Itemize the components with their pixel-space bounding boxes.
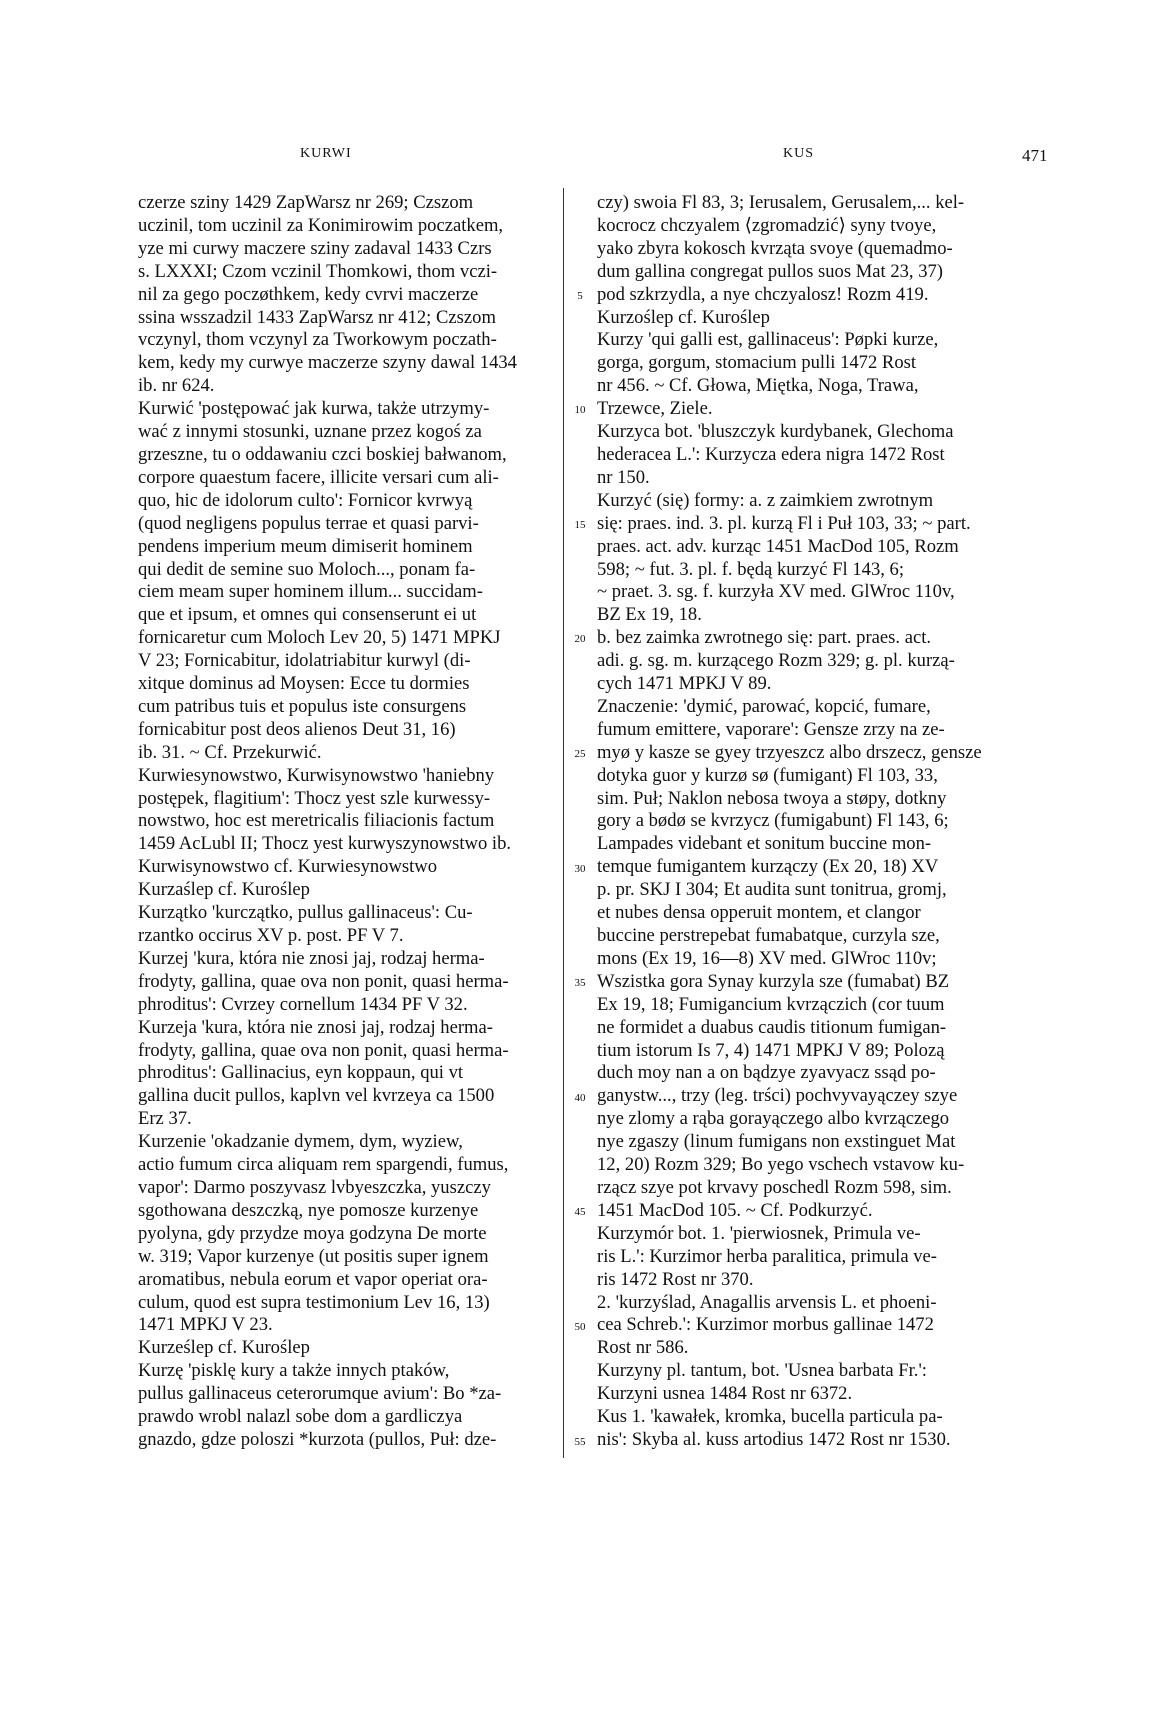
text-line: 1459 AcLubl II; Thocz yest kurwyszynowstwo ib. xyxy=(138,833,512,855)
text-line: dum gallina congregat pullos suos Mat 23, 37) xyxy=(597,260,943,282)
text-line: 598; ~ fut. 3. pl. f. będą kurzyć Fl 143, 6; xyxy=(597,558,904,580)
text-line: wać z innymi stosunki, uznane przez kogoś za xyxy=(138,421,482,443)
text-line: mons (Ex 19, 16—8) XV med. GlWroc 110v; xyxy=(597,947,937,969)
text-line: rzantko occirus XV p. post. PF V 7. xyxy=(138,925,404,946)
text-line: praes. act. adv. kurząc 1451 MacDod 105, Rozm xyxy=(597,535,959,557)
text-line: nowstwo, hoc est meretricalis filiacionis factum xyxy=(138,810,495,832)
left-column xyxy=(138,192,552,1452)
text-line: Kurwisynowstwo cf. Kurwiesynowstwo xyxy=(138,856,438,878)
text-line: corpore quaestum facere, illicite versari cum ali- xyxy=(138,466,499,488)
text-line: czy) swoia Fl 83, 3; Ierusalem, Gerusalem,... kel- xyxy=(597,192,965,213)
text-line: 1451 MacDod 105. ~ Cf. Podkurzyć. xyxy=(597,1199,873,1221)
line-number: 50 xyxy=(574,1321,586,1334)
text-line: Kurześlep cf. Kuroślep xyxy=(138,1337,310,1359)
text-line: hederacea L.': Kurzycza edera nigra 1472 Rost xyxy=(597,443,945,465)
text-line: gallina ducit pullos, kaplvn vel kvrzeya ca 1500 xyxy=(138,1085,495,1107)
text-line: qui dedit de semine suo Moloch..., ponam fa- xyxy=(138,558,476,580)
text-line: vczynyl, thom vczynyl za Tworkowym poczath- xyxy=(138,329,497,351)
running-head-right: KUS xyxy=(783,146,815,161)
text-line: nr 150. xyxy=(597,466,650,488)
text-line: gnazdo, gdze poloszi *kurzota (pullos, Puł: dze- xyxy=(138,1428,497,1450)
text-line: fornicabitur post deos alienos Deut 31, 16) xyxy=(138,718,456,740)
text-line: gory a bødø se kvrzycz (fumigabunt) Fl 143, 6; xyxy=(597,810,949,832)
text-line: Kurzyć (się) formy: a. z zaimkiem zwrotnym xyxy=(597,489,934,511)
text-line: fumum emittere, vaporare': Gensze zrzy na ze- xyxy=(597,718,945,740)
text-line: Ex 19, 18; Fumigancium kvrzączich (cor tuum xyxy=(597,993,945,1015)
text-line: ib. 31. ~ Cf. Przekurwić. xyxy=(138,741,322,763)
text-line: buccine perstrepebat fumabatque, curzyla sze, xyxy=(597,925,940,946)
text-line: frodyty, gallina, quae ova non ponit, quasi herma- xyxy=(138,970,509,992)
text-line: p. pr. SKJ I 304; Et audita sunt tonitrua, gromj, xyxy=(597,879,947,901)
text-line: cych 1471 MPKJ V 89. xyxy=(597,673,772,695)
text-line: Kurzę 'pisklę kury a także innych ptaków, xyxy=(138,1360,450,1382)
text-line: tium istorum Is 7, 4) 1471 MPKJ V 89; Polozą xyxy=(597,1039,945,1061)
text-line: ~ praet. 3. sg. f. kurzyła XV med. GlWroc 110v, xyxy=(597,581,955,603)
text-line: ris 1472 Rost nr 370. xyxy=(597,1268,754,1290)
text-line: nye zgaszy (linum fumigans non exstinguet Mat xyxy=(597,1131,956,1153)
line-number: 45 xyxy=(574,1206,586,1219)
text-line: Kurzątko 'kurczątko, pullus gallinaceus': Cu- xyxy=(138,902,473,924)
text-line: frodyty, gallina, quae ova non ponit, quasi herma- xyxy=(138,1039,509,1061)
text-line: aromatibus, nebula eorum et vapor operiat ora- xyxy=(138,1268,488,1290)
text-line: pendens imperium meum dimiserit hominem xyxy=(138,535,473,557)
line-number: 40 xyxy=(574,1091,586,1104)
column-divider xyxy=(563,188,564,1458)
text-line: rząсz szye pot krvavy poschedl Rozm 598, sim. xyxy=(597,1176,952,1198)
text-line: Kurzenie 'okadzanie dymem, dym, wyziew, xyxy=(138,1131,463,1153)
text-line: Kurwiesynowstwo, Kurwisynowstwo 'haniebny xyxy=(138,764,495,786)
text-line: kem, kedy my curwye maczerze szyny dawal 1434 xyxy=(138,352,517,374)
text-line: pod szkrzydla, a nye chczyalosz! Rozm 419. xyxy=(597,283,929,305)
right-column xyxy=(597,192,1011,1452)
text-line: ne formidet a duabus caudis titionum fumigan- xyxy=(597,1016,947,1038)
text-line: nye zlomy a rąba gorayączego albo kvrzączego xyxy=(597,1108,950,1130)
text-line: ris L.': Kurzimor herba paralitica, primula ve- xyxy=(597,1245,937,1267)
text-line: fornicaretur cum Moloch Lev 20, 5) 1471 MPKJ xyxy=(138,627,501,649)
text-line: Erz 37. xyxy=(138,1108,192,1130)
text-line: gorga, gorgum, stomacium pulli 1472 Rost xyxy=(597,352,917,374)
text-line: Trzewce, Ziele. xyxy=(597,398,713,420)
text-line: nis': Skyba al. kuss artodius 1472 Rost nr 1530. xyxy=(597,1428,951,1450)
text-line: 1471 MPKJ V 23. xyxy=(138,1314,273,1336)
running-head-left: KURWI xyxy=(300,146,352,161)
line-number: 20 xyxy=(574,633,586,646)
text-line: duch moy nan a on bądzye zyavyacz ssąd po- xyxy=(597,1062,936,1084)
text-line: uczinil, tom uczinil za Konimirowim poczatkem, xyxy=(138,214,504,236)
text-line: Kurzyny pl. tantum, bot. 'Usnea barbata Fr.': xyxy=(597,1360,927,1382)
text-line: 12, 20) Rozm 329; Bo yego vschech vstavow ku- xyxy=(597,1154,965,1176)
text-line: cum patribus tuis et populus iste consurgens xyxy=(138,695,467,717)
text-line: Kurzej 'kura, która nie znosi jaj, rodzaj herma- xyxy=(138,947,485,969)
text-line: Rost nr 586. xyxy=(597,1337,689,1359)
text-line: czerze sziny 1429 ZapWarsz nr 269; Czszom xyxy=(138,192,474,213)
text-line: Kus 1. 'kawałek, kromka, bucella particula pa- xyxy=(597,1406,943,1428)
text-line: Kurzeja 'kura, która nie znosi jaj, rodzaj herma- xyxy=(138,1016,493,1038)
text-line: Lampades videbant et sonitum buccine mon- xyxy=(597,833,932,855)
line-number: 55 xyxy=(574,1435,586,1448)
text-line: prawdo wrobl nalazl sobe dom a gardliczya xyxy=(138,1406,463,1428)
text-line: ciem meam super hominem illum... succidam- xyxy=(138,581,483,603)
text-line: actio fumum circa aliquam rem spargendi, fumus, xyxy=(138,1154,509,1176)
text-line: Kurzyca bot. 'bluszczyk kurdybanek, Glechoma xyxy=(597,421,954,443)
text-line: postępek, flagitium': Thocz yest szle kurwessy- xyxy=(138,787,491,809)
text-line: kocrocz chczyalem ⟨zgromadzić⟩ syny tvoye, xyxy=(597,214,937,236)
text-line: et nubes densa opperuit montem, et clangor xyxy=(597,902,921,924)
text-line: phroditus': Gallinacius, eyn koppaun, qui vt xyxy=(138,1062,464,1084)
text-line: culum, quod est supra testimonium Lev 16, 13) xyxy=(138,1291,490,1313)
text-line: Kurzoślep cf. Kuroślep xyxy=(597,306,770,328)
text-line: ganystw..., trzy (leg. trści) pochvyvayączey szye xyxy=(597,1085,958,1107)
text-line: grzeszne, tu o oddawaniu czci boskiej bałwanom, xyxy=(138,443,507,465)
text-line: sgothowana deszczką, nye pomosze kurzenye xyxy=(138,1199,479,1221)
text-line: que et ipsum, et omnes qui consenserunt ei ut xyxy=(138,604,477,626)
line-number: 10 xyxy=(574,404,586,417)
line-number: 5 xyxy=(577,289,583,302)
text-line: ssina wsszadzil 1433 ZapWarsz nr 412; Czszom xyxy=(138,306,496,328)
text-line: Kurzymór bot. 1. 'pierwiosnek, Primula ve- xyxy=(597,1222,921,1244)
text-line: phroditus': Cvrzey cornellum 1434 PF V 32. xyxy=(138,993,468,1015)
text-line: ib. nr 624. xyxy=(138,375,215,397)
text-line: Kurzyni usnea 1484 Rost nr 6372. xyxy=(597,1383,853,1405)
text-line: Kurwić 'postępować jak kurwa, także utrzymy- xyxy=(138,398,490,420)
text-line: nr 456. ~ Cf. Głowa, Miętka, Noga, Trawa, xyxy=(597,375,919,397)
text-line: vapor': Darmo poszyvasz lvbyeszczka, yuszczy xyxy=(138,1176,491,1198)
text-line: xitque dominus ad Moysen: Ecce tu dormies xyxy=(138,673,470,695)
text-line: b. bez zaimka zwrotnego się: part. praes. act. xyxy=(597,627,932,649)
text-line: 2. 'kurzyślad, Anagallis arvensis L. et phoeni- xyxy=(597,1291,937,1313)
text-line: cea Schreb.': Kurzimor morbus gallinae 1472 xyxy=(597,1314,934,1336)
text-line: BZ Ex 19, 18. xyxy=(597,604,702,626)
text-line: pullus gallinaceus ceterorumque avium': Bo *za- xyxy=(138,1383,502,1405)
text-line: sim. Puł; Naklon nebosa twoya a støpy, dotkny xyxy=(597,787,947,809)
line-number: 30 xyxy=(574,862,586,875)
text-line: Kurzaślep cf. Kuroślep xyxy=(138,879,310,901)
text-line: adi. g. sg. m. kurzącego Rozm 329; g. pl. kurzą- xyxy=(597,650,955,672)
page-number: 471 xyxy=(1022,146,1048,165)
text-line: nil za gego poczøthkem, kedy cvrvi maczerze xyxy=(138,283,479,305)
text-line: Wszistka gora Synay kurzyla sze (fumabat) BZ xyxy=(597,970,950,992)
text-line: (quod negligens populus terrae et quasi parvi- xyxy=(138,512,479,534)
text-line: w. 319; Vapor kurzenye (ut positis super ignem xyxy=(138,1245,489,1267)
text-line: się: praes. ind. 3. pl. kurzą Fl i Puł 103, 33; ~ part. xyxy=(597,512,971,534)
line-number: 35 xyxy=(574,977,586,990)
text-line: myø y kasze se gyey trzyeszcz albo drszecz, gensze xyxy=(597,741,982,763)
text-line: Znaczenie: 'dymić, parować, kopcić, fumare, xyxy=(597,695,931,717)
text-line: temque fumigantem kurzączy (Ex 20, 18) XV xyxy=(597,856,939,878)
text-line: s. LXXXI; Czom vczinil Thomkowi, thom vczi- xyxy=(138,260,498,282)
text-line: dotyka guor y kurzø sø (fumigant) Fl 103, 33, xyxy=(597,764,938,786)
text-line: yako zbyra kokosch kvrząta svoye (quemadmo- xyxy=(597,237,953,259)
line-number: 15 xyxy=(574,518,586,531)
text-line: pyolyna, gdy przydze moya godzyna De morte xyxy=(138,1222,487,1244)
text-line: quo, hic de idolorum culto': Fornicor kvrwyą xyxy=(138,489,473,511)
text-line: V 23; Fornicabitur, idolatriabitur kurwyl (di- xyxy=(138,650,471,672)
line-number: 25 xyxy=(574,748,586,761)
text-line: yze mi curwy maczere sziny zadaval 1433 Czrs xyxy=(138,237,492,259)
text-line: Kurzy 'qui galli est, gallinaceus': Pøpki kurze, xyxy=(597,329,939,351)
